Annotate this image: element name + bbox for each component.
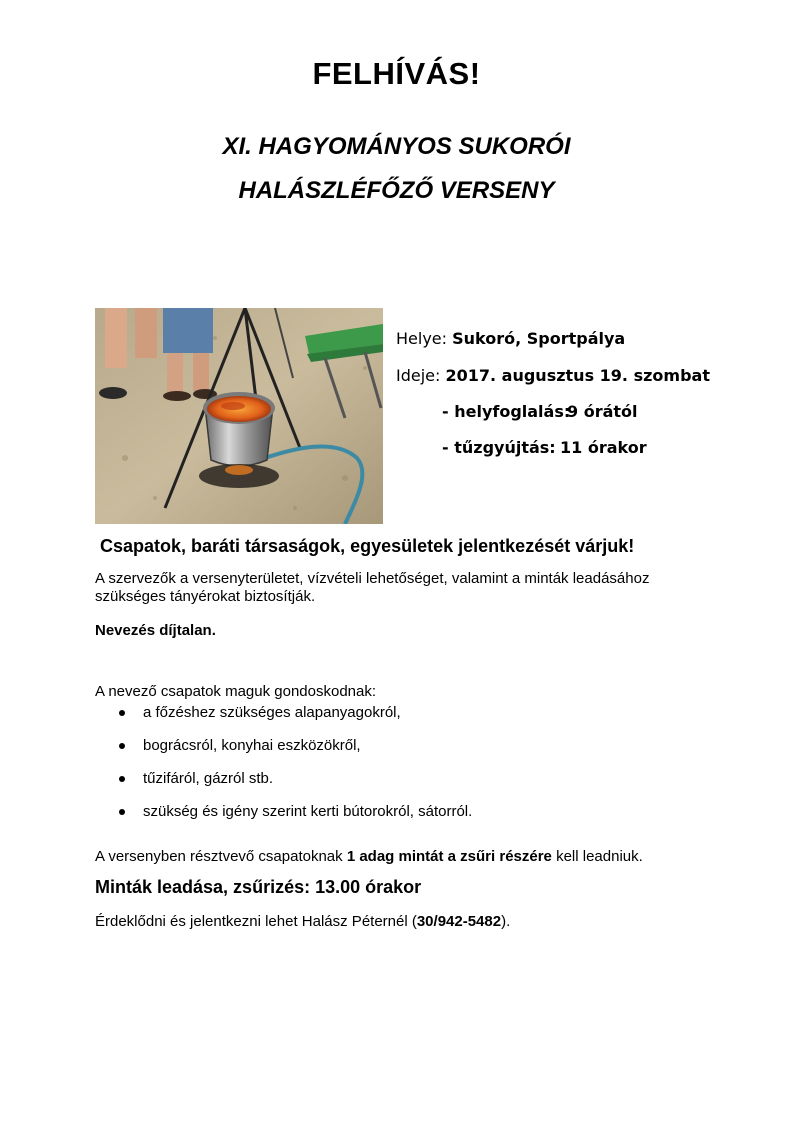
place-value: Sukoró, Sportpálya bbox=[452, 329, 626, 348]
seat-label: - helyfoglalás: bbox=[442, 402, 571, 421]
organizers-text: A szervezők a versenyterületet, vízvételi lehetőséget, valamint a minták leadásához szükséges tányérokat biztosítják. bbox=[95, 570, 650, 605]
list-item-text: bográcsról, konyhai eszközökről, bbox=[143, 737, 361, 754]
date-line bbox=[396, 366, 710, 385]
bullet-icon bbox=[119, 776, 125, 782]
sample-text-bold: 1 adag mintát a zsűri részére bbox=[346, 848, 552, 865]
list-item-text: a főzéshez szükséges alapanyagokról, bbox=[143, 704, 401, 721]
seat-line bbox=[442, 402, 638, 421]
fire-label: - tűzgyújtás: bbox=[442, 438, 556, 457]
list-item-text: tűzifáról, gázról stb. bbox=[143, 770, 274, 787]
judging-time: Minták leadása, zsűrizés: 13.00 órakor bbox=[95, 877, 422, 897]
list-item bbox=[95, 704, 472, 737]
place-label: Helye: bbox=[396, 329, 453, 348]
list-item bbox=[95, 737, 472, 770]
contact-text-end: ). bbox=[501, 913, 511, 930]
sample-text bbox=[95, 848, 715, 866]
bullet-icon bbox=[119, 710, 125, 716]
entry-fee: Nevezés díjtalan. bbox=[95, 622, 216, 639]
date-value: 2017. augusztus 19. szombat bbox=[445, 366, 710, 385]
invite-heading: Csapatok, baráti társaságok, egyesületek jelentkezését várjuk! bbox=[100, 536, 635, 556]
teams-intro: A nevező csapatok maguk gondoskodnak: bbox=[95, 683, 377, 700]
contact-phone: 30/942-5482 bbox=[416, 913, 502, 930]
sample-text-end: kell leadniuk. bbox=[551, 848, 643, 865]
bullet-icon bbox=[119, 809, 125, 815]
list-item bbox=[95, 803, 472, 836]
page-title: FELHÍVÁS! bbox=[312, 56, 481, 91]
seat-value: 9 órától bbox=[567, 402, 638, 421]
contact-text-start: Érdeklődni és jelentkezni lehet Halász Péternél ( bbox=[95, 913, 417, 930]
event-title-line1: XI. HAGYOMÁNYOS SUKORÓI bbox=[222, 133, 571, 160]
contact-text bbox=[95, 913, 715, 931]
bullet-icon bbox=[119, 743, 125, 749]
event-title-line2: HALÁSZLÉFŐZŐ VERSENY bbox=[238, 177, 555, 204]
cauldron-photo bbox=[95, 308, 383, 524]
fire-line bbox=[442, 438, 647, 457]
requirements-list bbox=[95, 704, 472, 836]
place-line bbox=[396, 329, 625, 348]
list-item bbox=[95, 770, 472, 803]
list-item-text: szükség és igény szerint kerti bútorokról, sátorról. bbox=[143, 803, 473, 820]
sample-text-start: A versenyben résztvevő csapatoknak bbox=[95, 848, 347, 865]
date-label: Ideje: bbox=[396, 366, 446, 385]
fire-value: 11 órakor bbox=[560, 438, 647, 457]
